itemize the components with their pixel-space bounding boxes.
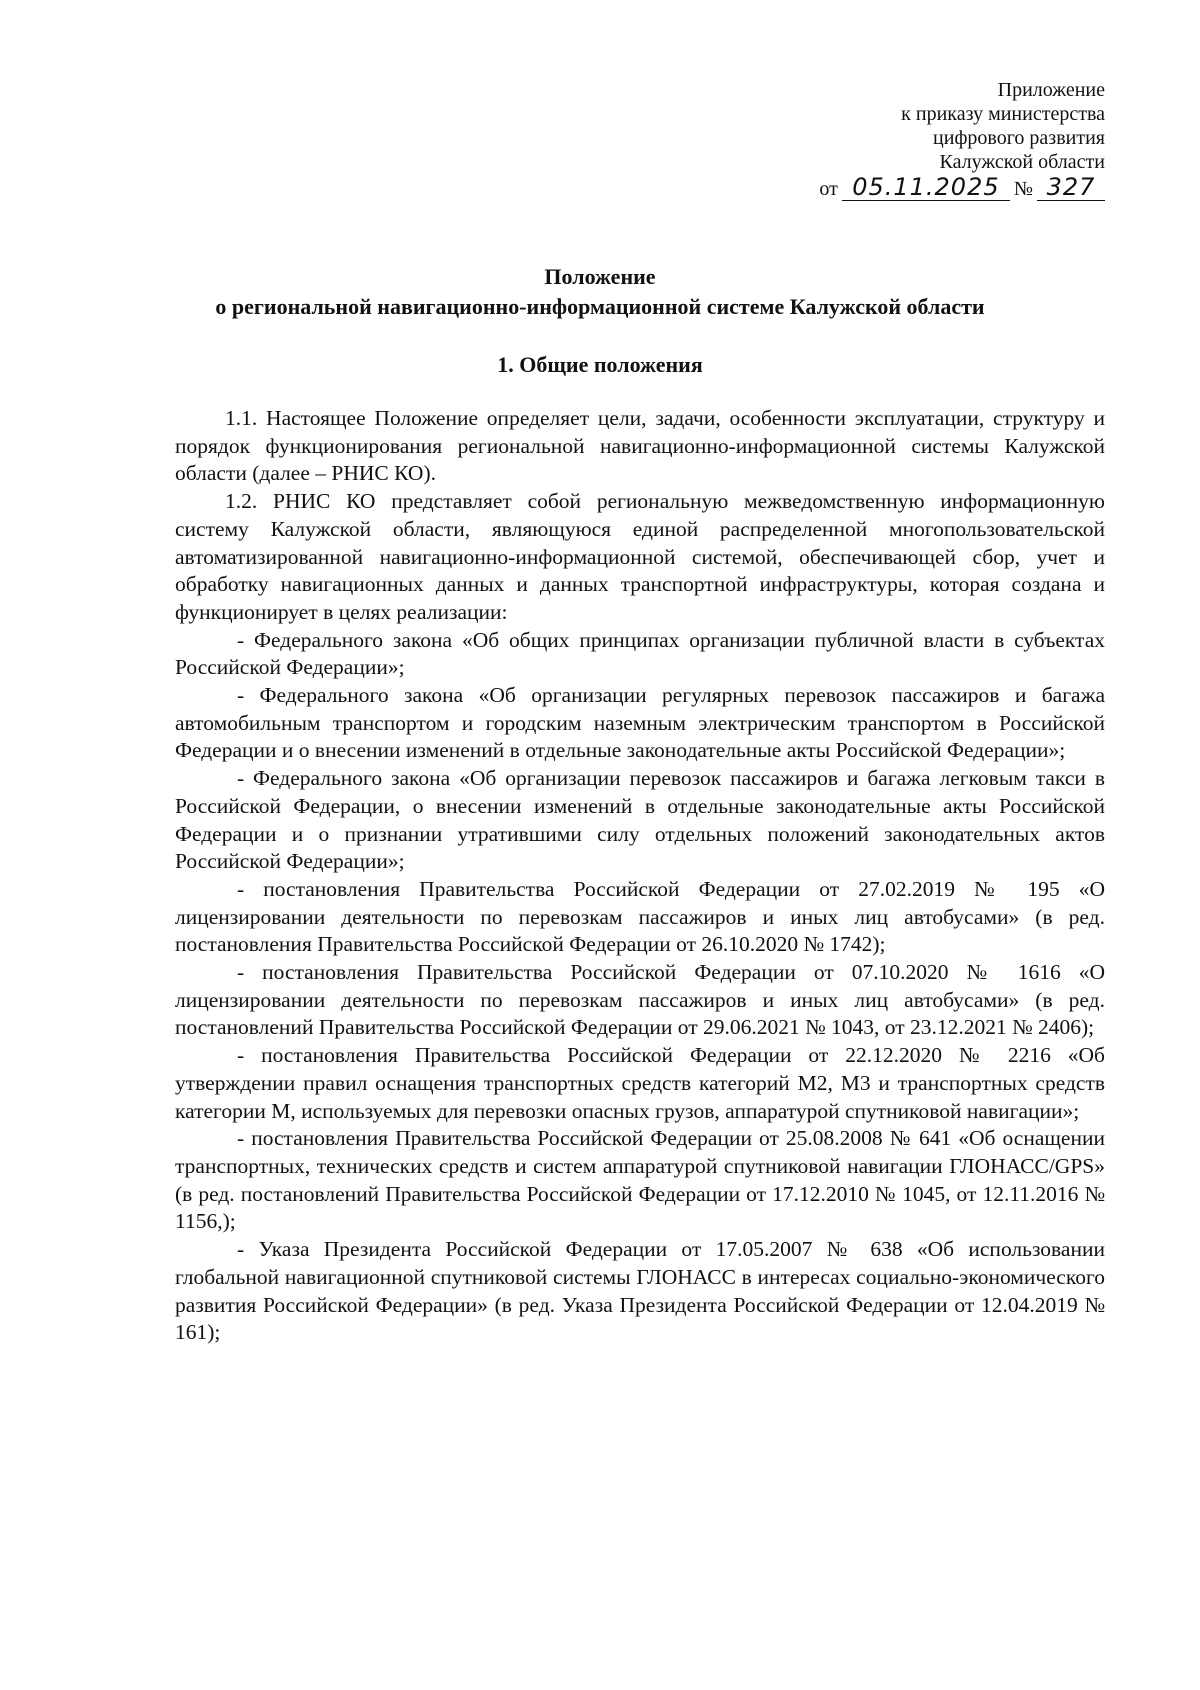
- handwritten-number: 327: [1037, 174, 1105, 201]
- order-date-number: [819, 174, 1105, 201]
- number-sign: №: [1013, 178, 1033, 200]
- list-item: - постановления Правительства Российской Федерации от 22.12.2020 № 2216 «Об утверждении правил оснащения транспортных средств категорий М2, М3 и транспортных средств категории М, используемых для перевозки опасных грузов, аппаратурой спутниковой навигации»;: [175, 1043, 1105, 1123]
- list-item: - Федерального закона «Об общих принципах организации публичной власти в субъектах Российской Федерации»;: [175, 627, 1105, 680]
- appendix-ministry: цифрового развития: [933, 127, 1105, 149]
- list-item: - постановления Правительства Российской Федерации от 07.10.2020 № 1616 «О лицензировании деятельности по перевозкам пассажиров и иных лиц автобусами» (в ред. постановлений Правительства Российской Федерации от 29.06.2021 № 1043, от 23.12.2021 № 2406);: [175, 960, 1105, 1040]
- paragraph-1-2: 1.2. РНИС КО представляет собой региональную межведомственную информационную систему Калужской области, являющуюся единой распределенной многопользовательской автоматизированной навигационно-информационной системой, обеспечивающей сбор, учет и обработку навигационных данных и данных транспортной инфраструктуры, которая создана и функционирует в целях реализации:: [175, 489, 1105, 624]
- list-item: - Федерального закона «Об организации регулярных перевозок пассажиров и багажа автомобильным транспортом и городским наземным электрическим транспортом в Российской Федерации и о внесении изменений в отдельные законодательные акты Российской Федерации»;: [175, 683, 1105, 763]
- appendix-header: [819, 78, 1105, 201]
- handwritten-date: 05.11.2025: [842, 174, 1010, 201]
- section-heading: 1. Общие положения: [497, 352, 703, 377]
- list-item: - постановления Правительства Российской Федерации от 27.02.2019 № 195 «О лицензировании деятельности по перевозкам пассажиров и иных лиц автобусами» (в ред. постановления Правительства Российской Федерации от 26.10.2020 № 1742);: [175, 876, 1105, 957]
- list-item: - Указа Президента Российской Федерации от 17.05.2007 № 638 «Об использовании глобальной навигационной спутниковой системы ГЛОНАСС в интересах социально-экономического развития Российской Федерации» (в ред. Указа Президента Российской Федерации от 12.04.2019 № 161);: [175, 1237, 1105, 1345]
- order-prefix: от: [819, 178, 838, 200]
- paragraph-1-1: 1.1. Настоящее Положение определяет цели, задачи, особенности эксплуатации, структуру и порядок функционирования региональной навигационно-информационной системы Калужской области (далее – РНИС КО).: [175, 406, 1105, 486]
- document-body: [175, 405, 1105, 1347]
- document-title: Положение: [544, 264, 656, 289]
- appendix-region: Калужской области: [939, 151, 1105, 173]
- list-item: - постановления Правительства Российской Федерации от 25.08.2008 № 641 «Об оснащении транспортных, технических средств и систем аппаратурой спутниковой навигации ГЛОНАСС/GPS» (в ред. постановлений Правительства Российской Федерации от 17.12.2010 № 1045, от 12.11.2016 № 1156,);: [175, 1126, 1105, 1234]
- list-item: - Федерального закона «Об организации перевозок пассажиров и багажа легковым такси в Российской Федерации, о внесении изменений в отдельные законодательные акты Российской Федерации и о признании утратившими силу отдельных положений законодательных актов Российской Федерации»;: [175, 766, 1105, 874]
- appendix-label: Приложение: [997, 79, 1105, 101]
- appendix-order-ref: к приказу министерства: [901, 103, 1105, 125]
- document-subtitle: о региональной навигационно-информационной системе Калужской области: [215, 294, 985, 319]
